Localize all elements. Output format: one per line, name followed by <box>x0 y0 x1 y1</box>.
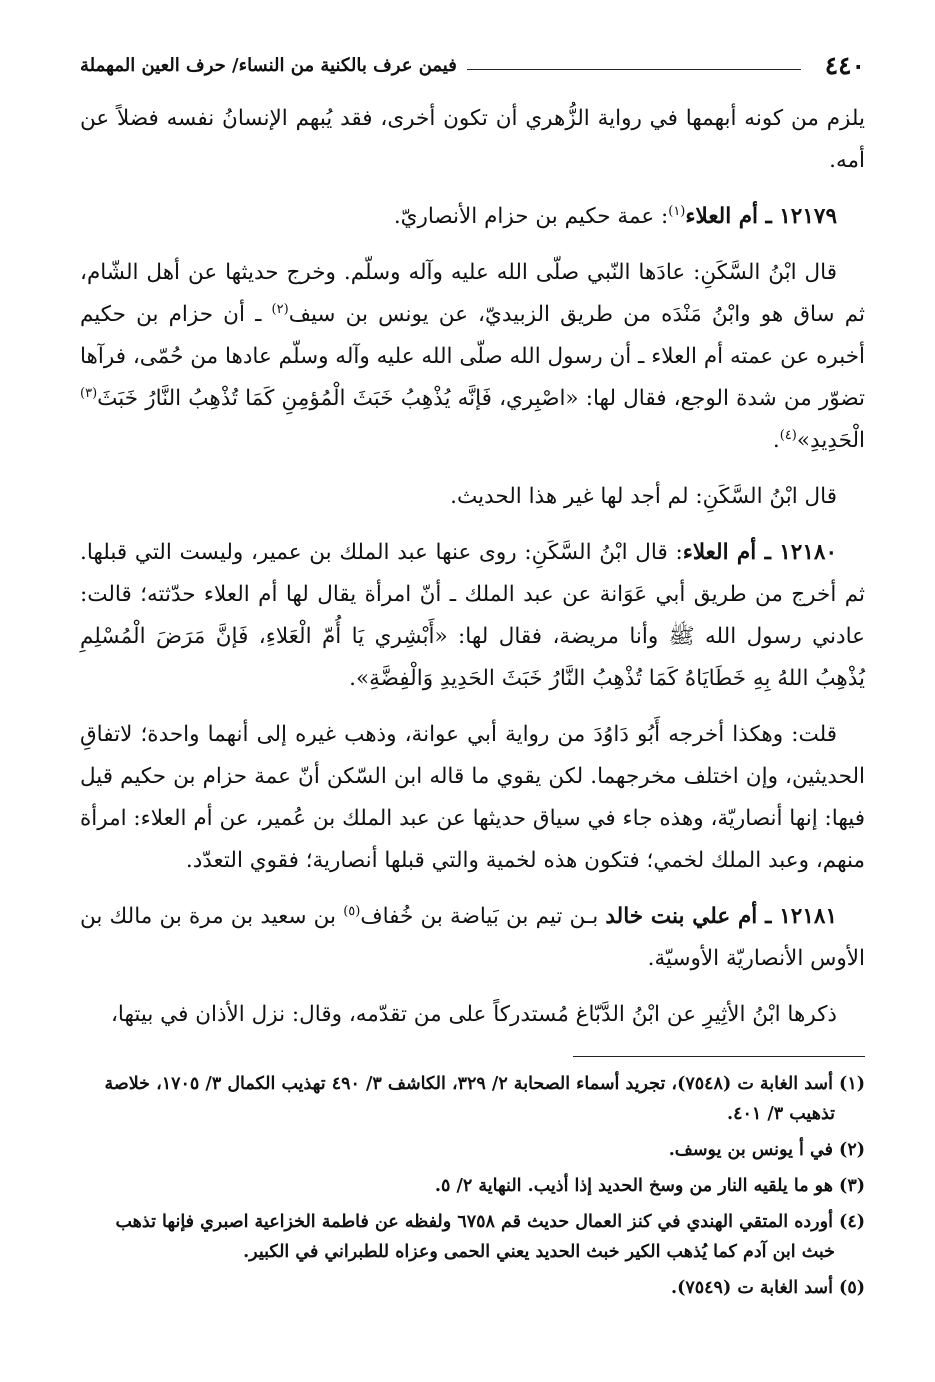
entry-heading: ١٢١٧٩ ـ أم العلاء <box>685 204 837 229</box>
paragraph-ibn-alsakan-2 <box>80 476 865 518</box>
footnote-4: (٤) أورده المتقي الهندي في كنز العمال حديث قم ٦٧٥٨ ولفظه عن فاطمة الخزاعية اصبري فإنها تذهب خبث ابن آدم كما يُذهب الكير خبث الحديد يعني الحمى وعزاه للطبراني في الكبير. <box>115 1212 865 1262</box>
footnote-ref[interactable]: (٢) <box>271 301 289 317</box>
footnote-1: (١) أسد الغابة ت (٧٥٤٨)، تجريد أسماء الصحابة ٢/ ٣٢٩، الكاشف ٣/ ٤٩٠ تهذيب الكمال ٣/ ١٧٠٥، خلاصة تذهيب ٣/ ٤٠١. <box>104 1074 865 1124</box>
page-header <box>80 42 865 88</box>
paragraph-text: قال ابْنُ السَّكَنِ: لم أجد لها غير هذا الحديث. <box>450 484 837 509</box>
footnote-ref[interactable]: (٣) <box>80 385 98 401</box>
footnotes <box>80 1069 865 1303</box>
paragraph-commentary <box>80 714 865 882</box>
entry-12181 <box>80 896 865 980</box>
paragraph-continuation <box>80 98 865 182</box>
entry-12180 <box>80 532 865 700</box>
entry-text: : عمة حكيم بن حزام الأنصاريّ. <box>393 204 669 229</box>
paragraph-text: قلت: وهكذا أخرجه أَبُو دَاوُدَ من رواية أبي عوانة، وذهب غيره إلى أنهما واحدة؛ لاتفاقِ الحديثين، وإن اختلف مخرجهما. لكن يقوي ما قاله ابن السّكن أنّ عمة حزام بن حكيم قيل فيها: إنها أنصاريّة، وهذه جاء في سياق حديثها عن عبد الملك بن عُمير، عن أم العلاء: امرأة منهم، وعبد الملك لخمي؛ فتكون هذه لخمية والتي قبلها أنصارية؛ فقوي التعدّد. <box>80 722 865 873</box>
footnote-ref[interactable]: (١) <box>668 203 686 219</box>
main-text <box>80 98 865 1036</box>
footnote-3: (٣) هو ما يلقيه النار من وسخ الحديد إذا أذيب. النهاية ٢/ ٥. <box>434 1176 865 1196</box>
paragraph-text: . <box>772 428 780 453</box>
paragraph-text: الْحَدِيدِ» <box>796 428 865 453</box>
paragraph-text: يلزم من كونه أبهمها في رواية الزُّهري أن تكون أخرى، فقد يُبهم الإنسانُ نفسه فضلاً عن أمه. <box>80 106 865 173</box>
footnote-ref[interactable]: (٤) <box>779 427 797 443</box>
footnote-5: (٥) أسد الغابة ت (٧٥٤٩). <box>670 1278 865 1298</box>
entry-text: : قال ابْنُ السَّكَنِ: روى عنها عبد الملك بن عمير، وليست التي قبلها. ثم أخرج من طريق أبي عَوَانة عن عبد الملك ـ أنّ امرأة يقال لها أم العلاء حدّثته؛ قالت: عادني رسول الله ﷺ وأنا مريضة، فقال لها: «أَبْشِري يَا أُمّ الْعَلاءِ، فَإنَّ مَرَضَ الْمُسْلِمِ يُذْهِبُ اللهُ بِهِ خَطَايَاهُ كَمَا تُذْهِبُ النَّارُ خَبَثَ الحَدِيدِ وَالْفِضَّةِ». <box>80 540 865 691</box>
footnote-separator <box>573 1056 865 1057</box>
paragraph-text: ـ أن حزام بن حكيم أخبره عن عمته أم العلاء ـ أن رسول الله صلّى الله عليه وآله وسلّم عادها من حُمّى، فرآها تضوّر من شدة الوجع، فقال لها: «اصْبِري، فَإنَّه يُذْهِبُ خَبَثَ الْمُؤمِنِ كَمَا تُذْهِبُ النَّارُ خَبَثَ <box>80 302 865 411</box>
entry-heading: ١٢١٨٠ ـ أم العلاء <box>682 540 837 565</box>
paragraph-ibn-alathir <box>80 994 865 1036</box>
header-rule <box>467 69 801 70</box>
page-number: ٤٤٠ <box>824 50 865 80</box>
entry-12179 <box>80 196 865 238</box>
footnote-2: (٢) في أ يونس بن يوسف. <box>668 1140 865 1160</box>
entry-heading: ١٢١٨١ ـ أم علي بنت خالد <box>605 904 837 929</box>
paragraph-text: ذكرها ابْنُ الأثِيرِ عن ابْنُ الدَّبّاغ مُستدركاً على من تقدّمه، وقال: نزل الأذان في بيتها، <box>110 1002 837 1027</box>
footnote-ref[interactable]: (٥) <box>343 903 361 919</box>
running-title: فيمن عرف بالكنية من النساء/ حرف العين المهملة <box>80 54 457 76</box>
entry-text: بـن تيم بن بَياضة بن خُفاف <box>360 904 606 929</box>
entry-text: بن سعيد بن مرة بن مالك بن الأوس الأنصاريّة الأوسيّة. <box>80 904 865 971</box>
paragraph-text: قال ابْنُ السَّكَنِ: عادَها النّبي صلّى الله عليه وآله وسلّم. وخرج حديثها عن أهل الشّام، ثم ساق هو وابْنُ مَنْدَه من طريق الزبيديّ، عن يونس بن سيف <box>80 260 865 327</box>
paragraph-ibn-alsakan-1 <box>80 252 865 462</box>
